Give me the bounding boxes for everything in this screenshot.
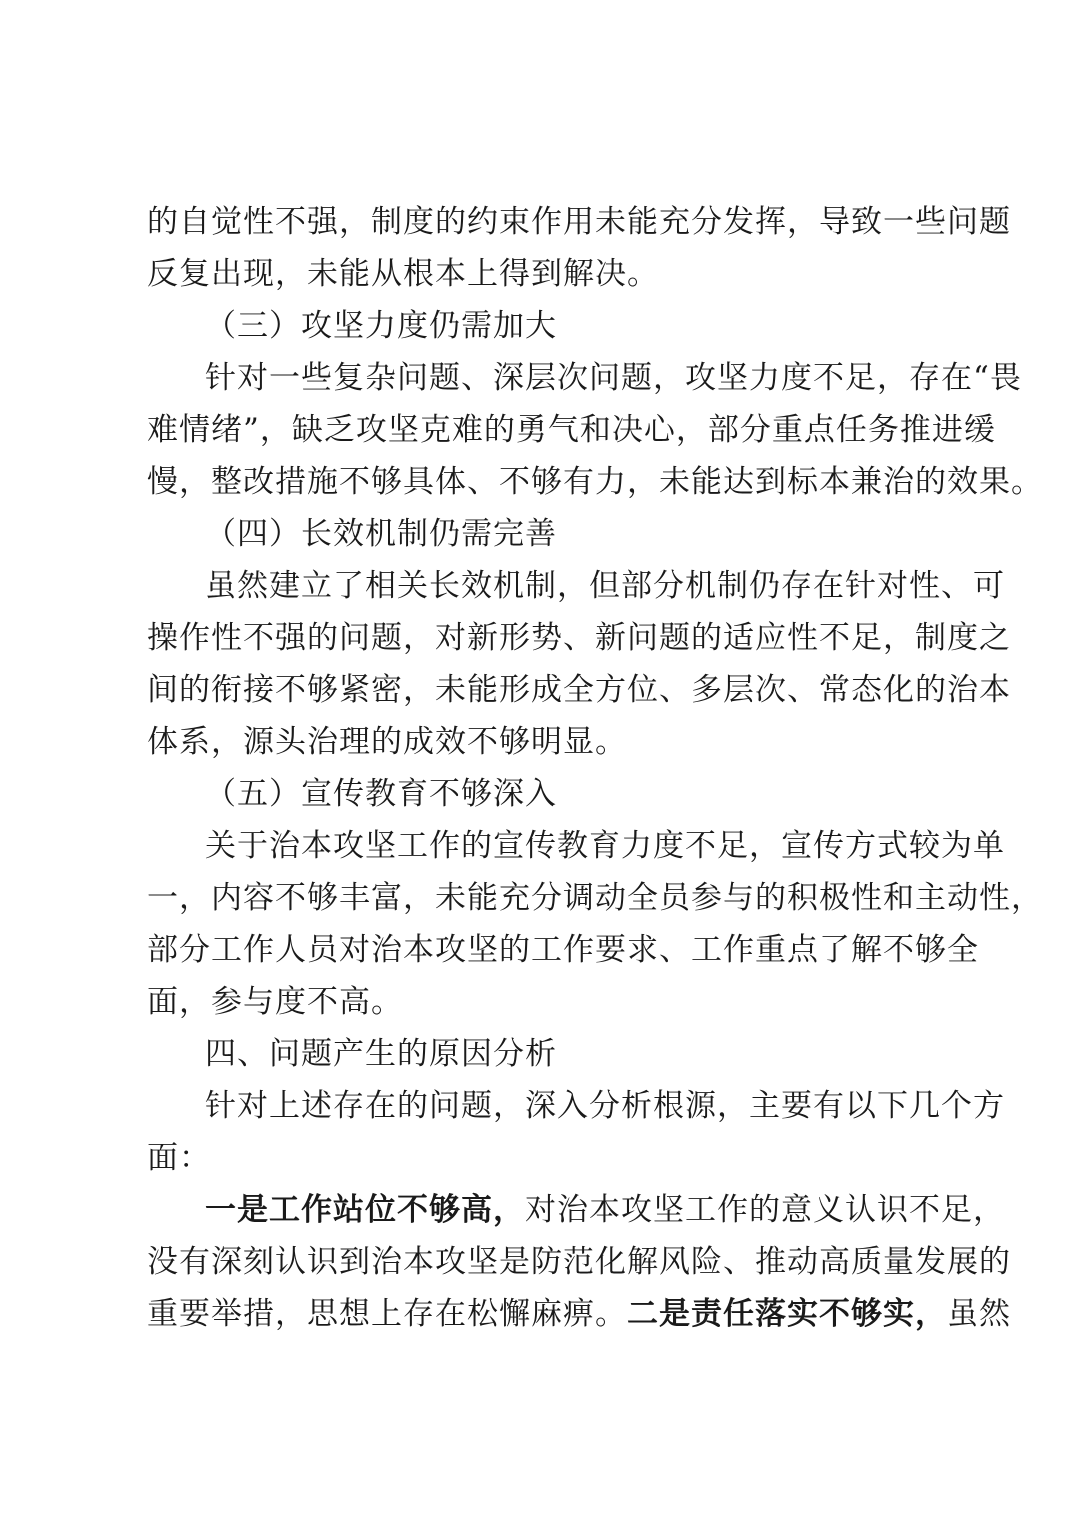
cause-1-line <box>205 1190 1005 1230</box>
body-text-line: 面： <box>147 1140 211 1176</box>
body-text-line: 难情绪”，缺乏攻坚克难的勇气和决心，部分重点任务推进缓 <box>147 412 996 448</box>
body-text-line: 间的衔接不够紧密，未能形成全方位、多层次、常态化的治本 <box>147 672 1011 708</box>
body-text-line: 部分工作人员对治本攻坚的工作要求、工作重点了解不够全 <box>147 932 979 968</box>
body-text-line: 体系，源头治理的成效不够明显。 <box>147 724 627 760</box>
body-text-line: 虽然建立了相关长效机制，但部分机制仍存在针对性、可 <box>205 568 1005 604</box>
part-heading-4: 四、问题产生的原因分析 <box>205 1036 557 1072</box>
body-text-line: 的自觉性不强，制度的约束作用未能充分发挥，导致一些问题 <box>147 204 1011 240</box>
cause-1-text: 对治本攻坚工作的意义认识不足， <box>525 1192 1005 1228</box>
body-text-line: 操作性不强的问题，对新形势、新问题的适应性不足，制度之 <box>147 620 1011 656</box>
cause-1-lead: 一是工作站位不够高， <box>205 1192 525 1228</box>
body-text-line: 针对上述存在的问题，深入分析根源，主要有以下几个方 <box>205 1088 1005 1124</box>
section-heading-4: （四）长效机制仍需完善 <box>205 516 557 552</box>
body-text-line: 反复出现，未能从根本上得到解决。 <box>147 256 659 292</box>
body-text-line: 一，内容不够丰富，未能充分调动全员参与的积极性和主动性， <box>147 880 1043 916</box>
cause-2-lead: 二是责任落实不够实， <box>627 1296 947 1332</box>
section-heading-3: （三）攻坚力度仍需加大 <box>205 308 557 344</box>
body-text-line: 关于治本攻坚工作的宣传教育力度不足，宣传方式较为单 <box>205 828 1005 864</box>
cause-1-text-end: 重要举措，思想上存在松懈麻痹。 <box>147 1296 627 1332</box>
cause-2-text: 虽然 <box>947 1296 1011 1332</box>
body-text-line: 没有深刻认识到治本攻坚是防范化解风险、推动高质量发展的 <box>147 1244 1011 1280</box>
section-heading-5: （五）宣传教育不够深入 <box>205 776 557 812</box>
body-text-line: 慢，整改措施不够具体、不够有力，未能达到标本兼治的效果。 <box>147 464 1043 500</box>
body-text-line: 针对一些复杂问题、深层次问题，攻坚力度不足，存在“畏 <box>205 360 1022 396</box>
body-text-line: 面，参与度不高。 <box>147 984 403 1020</box>
cause-2-line <box>147 1294 1011 1334</box>
